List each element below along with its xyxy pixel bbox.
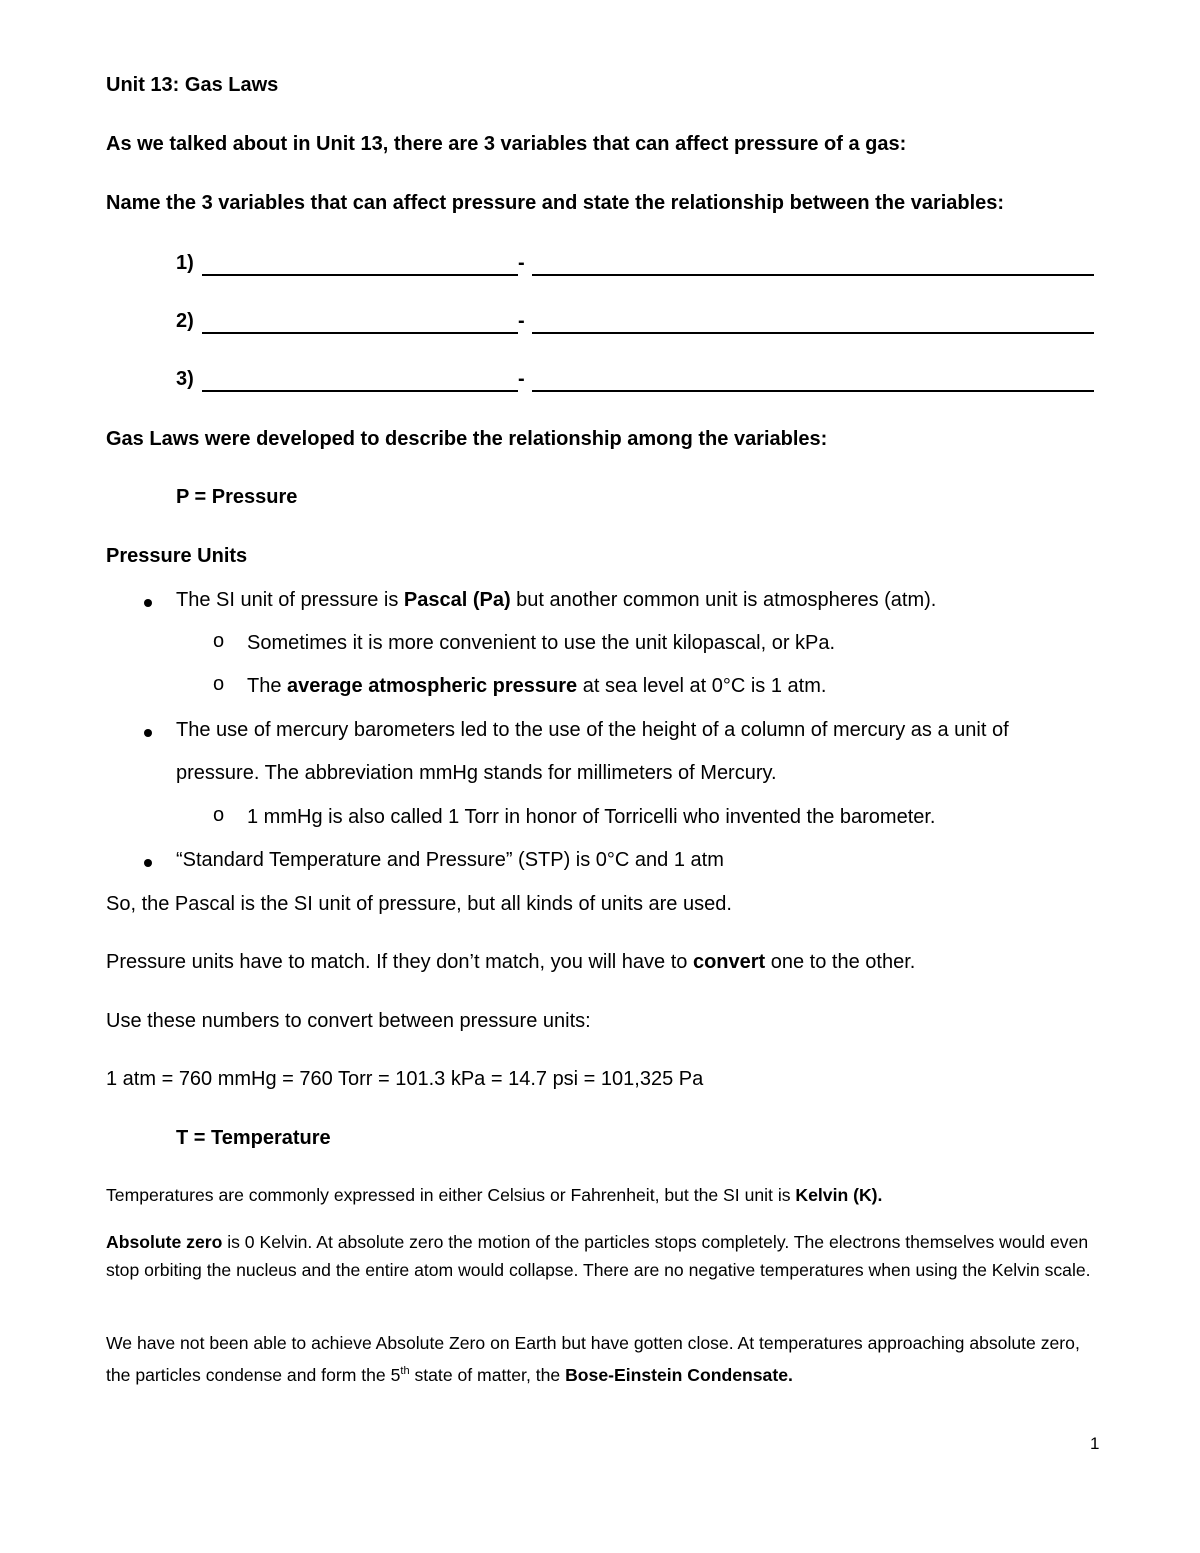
blank-number: 3) [176,368,194,390]
bullet-icon [144,729,152,737]
gas-laws-intro: Gas Laws were developed to describe the relationship among the variables: [106,428,828,450]
bullet-icon [144,599,152,607]
blank-dash: - [518,252,525,274]
blank-dash: - [518,310,525,332]
conversion-formula: 1 atm = 760 mmHg = 760 Torr = 101.3 kPa = 14.7 psi = 101,325 Pa [106,1068,704,1090]
bullet-mercury-line2: pressure. The abbreviation mmHg stands for millimeters of Mercury. [176,762,777,784]
temperature-text: Temperatures are commonly expressed in either Celsius or Fahrenheit, but the SI unit is Kelvin (K). [106,1185,883,1205]
temperature-label: T = Temperature [176,1127,331,1149]
sub-bullet-average-pressure: The average atmospheric pressure at sea level at 0°C is 1 atm. [247,675,827,697]
variable-blank [202,274,518,276]
match-units-text: Pressure units have to match. If they don’t match, you will have to convert one to the other. [106,951,916,973]
blank-dash: - [518,368,525,390]
sub-bullet-icon: o [213,804,225,826]
page-number: 1 [1090,1434,1100,1453]
variable-blank [202,332,518,334]
blank-number: 1) [176,252,194,274]
bullet-mercury-line1: The use of mercury barometers led to the use of the height of a column of mercury as a unit of [176,719,1009,741]
so-pascal-text: So, the Pascal is the SI unit of pressure, but all kinds of units are used. [106,893,732,915]
variable-blank [202,390,518,392]
relationship-blank [532,274,1094,276]
page-title: Unit 13: Gas Laws [106,74,279,96]
bullet-stp: “Standard Temperature and Pressure” (STP) is 0°C and 1 atm [176,849,724,871]
instruction-text: Name the 3 variables that can affect pressure and state the relationship between the variables: [106,192,1005,214]
blank-number: 2) [176,310,194,332]
bose-einstein-paragraph: We have not been able to achieve Absolute Zero on Earth but have gotten close. At temperatures approaching absolute zero, the particles condense and form the 5th state of matter, the Bose-Einstein Condensate. [106,1333,1080,1385]
bullet-si-unit: The SI unit of pressure is Pascal (Pa) but another common unit is atmospheres (atm). [176,589,937,611]
pressure-units-heading: Pressure Units [106,545,248,567]
intro-text: As we talked about in Unit 13, there are 3 variables that can affect pressure of a gas: [106,133,907,155]
relationship-blank [532,332,1094,334]
pressure-label: P = Pressure [176,486,298,508]
bullet-icon [144,859,152,867]
sub-bullet-icon: o [213,630,225,652]
sub-bullet-kilopascal: Sometimes it is more convenient to use the unit kilopascal, or kPa. [247,632,836,654]
sub-bullet-icon: o [213,673,225,695]
absolute-zero-paragraph: Absolute zero is 0 Kelvin. At absolute zero the motion of the particles stops completely. The electrons themselves would even stop orbiting the nucleus and the entire atom would collapse. There are no negative temperatures when using the Kelvin scale. [106,1232,1091,1280]
relationship-blank [532,390,1094,392]
sub-bullet-torr: 1 mmHg is also called 1 Torr in honor of Torricelli who invented the barometer. [247,806,936,828]
use-numbers-text: Use these numbers to convert between pressure units: [106,1010,591,1032]
